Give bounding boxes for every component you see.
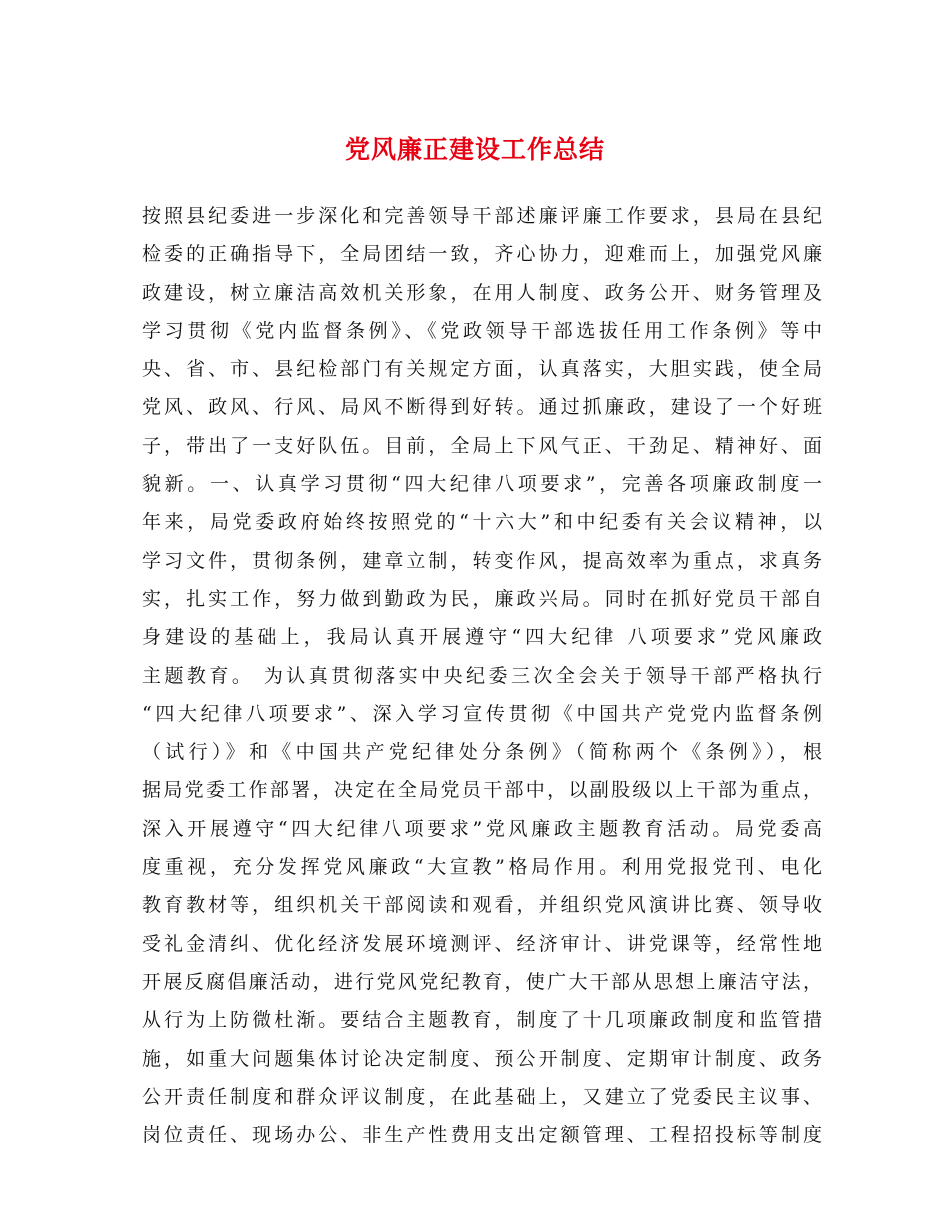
body-text-line: 身建设的基础上，我局认真开展遵守“四大纪律 八项要求”党风廉政: [142, 626, 822, 649]
body-text-line: 从行为上防微杜渐。要结合主题教育，制度了十几项廉政制度和监管措: [142, 1009, 822, 1032]
body-text-line: 主题教育。 为认真贯彻落实中央纪委三次全会关于领导干部严格执行: [142, 664, 822, 687]
body-text-line: 据局党委工作部署，决定在全局党员干部中，以副股级以上干部为重点，: [142, 779, 822, 802]
body-text-line: “四大纪律八项要求”、深入学习宣传贯彻《中国共产党党内监督条例: [142, 702, 822, 725]
body-text-line: 度重视，充分发挥党风廉政“大宣教”格局作用。利用党报党刊、电化: [142, 856, 822, 879]
body-text-line: 岗位责任、现场办公、非生产性费用支出定额管理、工程招投标等制度: [142, 1124, 822, 1147]
body-text-line: 按照县纪委进一步深化和完善领导干部述廉评廉工作要求，县局在县纪: [142, 205, 822, 227]
body-text-line: 学习贯彻《党内监督条例》、《党政领导干部选拔任用工作条例》等中: [142, 319, 822, 342]
body-text-line: （试行）》和《中国共产党纪律处分条例》（简称两个《条例》），根: [142, 741, 822, 764]
body-text-line: 学习文件，贯彻条例，建章立制，转变作风，提高效率为重点，求真务: [142, 549, 822, 572]
body-text-line: 央、省、市、县纪检部门有关规定方面，认真落实，大胆实践，使全局: [142, 358, 822, 381]
body-text-line: 貌新。一、认真学习贯彻“四大纪律八项要求”，完善各项廉政制度一: [142, 473, 822, 496]
document-title: 党风廉正建设工作总结: [344, 135, 605, 164]
document-body: [142, 197, 822, 1154]
body-text-line: 党风、政风、行风、局风不断得到好转。通过抓廉政，建设了一个好班: [142, 396, 822, 419]
body-text-line: 教育教材等，组织机关干部阅读和观看，并组织党风演讲比赛、领导收: [142, 894, 822, 917]
body-text-line: 施，如重大问题集体讨论决定制度、预公开制度、定期审计制度、政务: [142, 1047, 822, 1070]
body-text-line: 检委的正确指导下，全局团结一致，齐心协力，迎难而上，加强党风廉: [142, 243, 822, 266]
body-text-line: 年来，局党委政府始终按照党的“十六大”和中纪委有关会议精神，以: [142, 511, 822, 534]
body-text-line: 实，扎实工作，努力做到勤政为民，廉政兴局。同时在抓好党员干部自: [142, 587, 822, 610]
body-text-line: 开展反腐倡廉活动，进行党风党纪教育，使广大干部从思想上廉洁守法，: [142, 970, 822, 993]
body-text-line: 公开责任制度和群众评议制度，在此基础上，又建立了党委民主议事、: [142, 1085, 822, 1108]
body-text-line: 深入开展遵守“四大纪律八项要求”党风廉政主题教育活动。局党委高: [142, 817, 822, 840]
body-text-line: 政建设，树立廉洁高效机关形象，在用人制度、政务公开、财务管理及: [142, 281, 822, 304]
body-text-line: 受礼金清纠、优化经济发展环境测评、经济审计、讲党课等，经常性地: [142, 932, 822, 955]
body-text-line: 子，带出了一支好队伍。目前，全局上下风气正、干劲足、精神好、面: [142, 434, 822, 457]
